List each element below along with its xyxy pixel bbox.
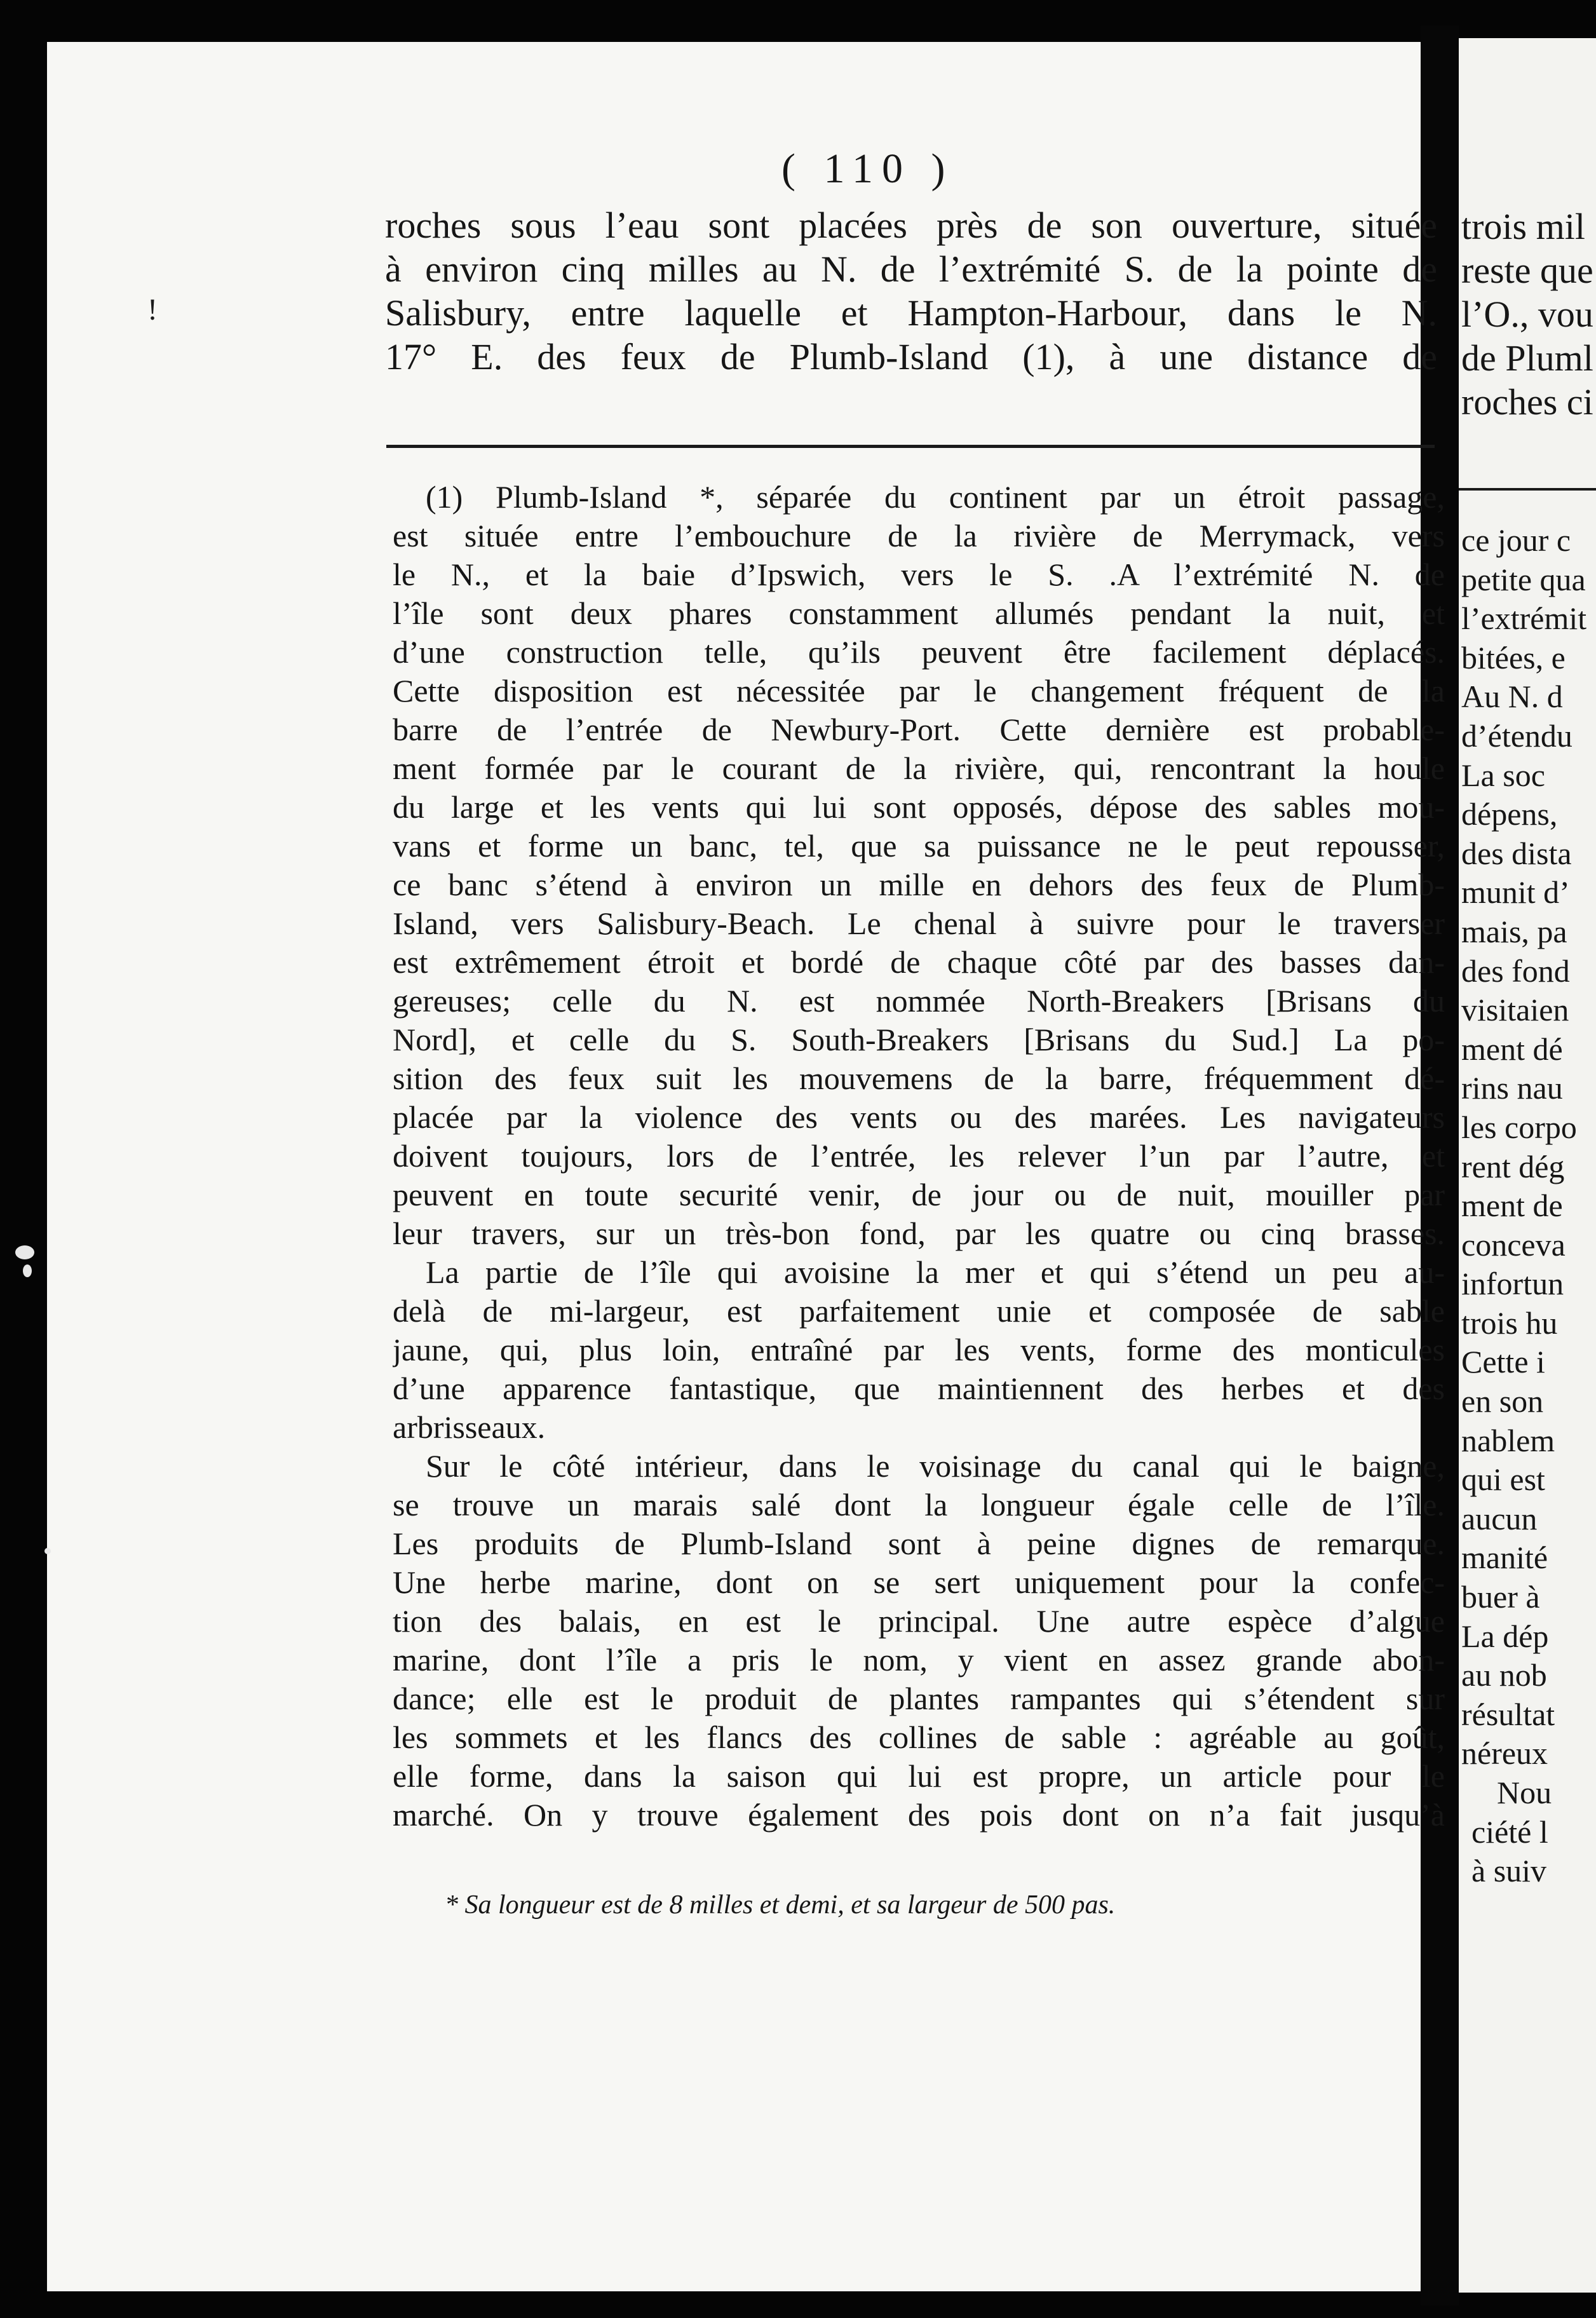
right-page-foot-line: rins nau — [1461, 1070, 1563, 1106]
right-page-main-text — [1459, 205, 1596, 424]
footnote-line: peuvent en toute securité venir, de jour ou de nuit, mouiller par — [393, 1177, 1445, 1212]
right-page-foot-line: aucun — [1461, 1500, 1538, 1536]
footnote-line: placée par la violence des vents ou des marées. Les navigateurs — [393, 1099, 1445, 1135]
right-page-foot-line: Au N. d — [1461, 679, 1563, 715]
footnote-line: d’une construction telle, qu’ils peuvent être facilement déplacés. — [393, 634, 1445, 670]
right-page-foot-line: La dép — [1461, 1618, 1549, 1654]
footnote-line: elle forme, dans la saison qui lui est propre, un article pour le — [393, 1758, 1445, 1794]
footnote-line: Les produits de Plumb-Island sont à peine dignes de remarque. — [393, 1526, 1445, 1561]
footnote-line: leur travers, sur un très-bon fond, par les quatre ou cinq brasses. — [393, 1216, 1445, 1251]
right-page-foot-line: mais, pa — [1461, 913, 1567, 949]
right-page-foot-line: néreux — [1461, 1735, 1548, 1772]
footnote-line: est située entre l’embouchure de la rivière de Merrymack, vers — [393, 518, 1445, 553]
scan-speck — [23, 1264, 32, 1277]
main-text-line: à environ cinq milles au N. de l’extrémité S. de la pointe de — [385, 248, 1437, 290]
footnote-line: gereuses; celle du N. est nommée North-Breakers [Brisans du — [393, 983, 1445, 1019]
right-page-foot-line: résultat — [1461, 1696, 1555, 1732]
right-page-foot-line: à suiv — [1471, 1853, 1547, 1889]
footnote-line: se trouve un marais salé dont la longueur égale celle de l’île. — [393, 1487, 1445, 1522]
right-page-foot-line: au nob — [1461, 1657, 1547, 1693]
footnote-line: dance; elle est le produit de plantes rampantes qui s’étendent sur — [393, 1681, 1445, 1716]
footnote-line: ment formée par le courant de la rivière, qui, rencontrant la houle — [393, 750, 1445, 786]
footnote-line: vans et forme un banc, tel, que sa puissance ne le peut repousser, — [393, 828, 1445, 864]
main-text-line: Salisbury, entre laquelle et Hampton-Harbour, dans le N. — [385, 292, 1437, 334]
scan-speck — [44, 1548, 51, 1554]
footnote-line: Island, vers Salisbury-Beach. Le chenal à suivre pour le traverser — [393, 905, 1445, 941]
main-text-line: roches sous l’eau sont placées près de son ouverture, située — [385, 205, 1437, 246]
footnote-line: les sommets et les flancs des collines de sable : agréable au goût, — [393, 1719, 1445, 1755]
right-page-foot-line: les corpo — [1461, 1109, 1577, 1145]
right-page-foot-line: La soc — [1461, 757, 1545, 793]
right-page-foot-line: ment dé — [1461, 1031, 1563, 1067]
footnote-divider — [386, 445, 1435, 448]
footnote-line: du large et les vents qui lui sont opposés, dépose des sables mou- — [393, 789, 1445, 825]
footnote-line: (1) Plumb-Island *, séparée du continent par un étroit passage, — [426, 479, 1445, 515]
right-page-foot-line: Nou — [1497, 1775, 1552, 1810]
right-page-foot-line: des dista — [1461, 835, 1572, 871]
right-page-foot-line: ce jour c — [1461, 522, 1571, 558]
right-page-line: trois mil — [1461, 206, 1585, 247]
right-page-foot-line: qui est — [1461, 1461, 1545, 1498]
footnote-line: l’île sont deux phares constamment allumés pendant la nuit, et — [393, 595, 1445, 631]
right-page-foot-line: Cette i — [1461, 1344, 1545, 1380]
footnote-line: jaune, qui, plus loin, entraîné par les vents, forme des monticules — [393, 1332, 1445, 1367]
right-page-line: l’O., vou — [1461, 294, 1593, 335]
right-page-line: roches ci — [1461, 381, 1593, 423]
scan-speck — [15, 1245, 34, 1259]
footnote-line: tion des balais, en est le principal. Une autre espèce d’algue — [393, 1603, 1445, 1639]
footnote-line: sition des feux suit les mouvemens de la barre, fréquemment dé- — [393, 1061, 1445, 1096]
main-text-block — [385, 203, 1437, 379]
margin-mark: ! — [147, 293, 158, 327]
footnote-line: ce banc s’étend à environ un mille en dehors des feux de Plumb- — [393, 867, 1445, 902]
main-text-line: 17° E. des feux de Plumb-Island (1), à une distance de — [385, 336, 1437, 377]
right-page-foot-line: ciété l — [1471, 1813, 1548, 1850]
footnote-line: arbrisseaux. — [393, 1409, 546, 1445]
right-page-foot-line: d’étendu — [1461, 717, 1572, 754]
right-page-line: reste que — [1461, 250, 1593, 291]
footnote-line: barre de l’entrée de Newbury-Port. Cette dernière est probable- — [393, 712, 1445, 747]
footnote-line: Cette disposition est nécessitée par le changement fréquent de la — [393, 673, 1445, 708]
right-page-divider — [1459, 488, 1596, 491]
right-page-line: de Pluml — [1461, 337, 1593, 379]
right-page-foot-line: petite qua — [1461, 561, 1586, 597]
right-page-foot-line: rent dég — [1461, 1148, 1565, 1184]
footnote-line: est extrêmement étroit et bordé de chaque côté par des basses dan- — [393, 944, 1445, 980]
right-page-foot-line: nablem — [1461, 1422, 1555, 1458]
right-page-foot-line: bitées, e — [1461, 639, 1566, 675]
footnote-line: La partie de l’île qui avoisine la mer et qui s’étend un peu au- — [426, 1254, 1445, 1290]
footnote-line: Sur le côté intérieur, dans le voisinage du canal qui le baigne, — [426, 1448, 1445, 1484]
right-page-foot-line: dépens, — [1461, 796, 1558, 832]
footnote-line: Nord], et celle du S. South-Breakers [Brisans du Sud.] La po- — [393, 1022, 1445, 1057]
footnote-line: Une herbe marine, dont on se sert uniquement pour la confec- — [393, 1564, 1445, 1600]
page-number: ( 110 ) — [781, 146, 954, 192]
right-page-foot-line: en son — [1461, 1383, 1544, 1420]
right-page-foot-line: infortun — [1461, 1266, 1564, 1302]
right-page-foot-line: munit d’ — [1461, 874, 1570, 911]
footnote-line: delà de mi-largeur, est parfaitement unie et composée de sable — [393, 1293, 1445, 1329]
footnote-line: marché. On y trouve également des pois dont on n’a fait jusqu’à — [393, 1797, 1445, 1833]
right-page-foot-line: l’extrémit — [1461, 600, 1587, 637]
footnote-line: le N., et la baie d’Ipswich, vers le S. .A l’extrémité N. de — [393, 557, 1445, 592]
footnote-line: doivent toujours, lors de l’entrée, les relever l’un par l’autre, et — [393, 1138, 1445, 1174]
subnote: * Sa longueur est de 8 milles et demi, et sa largeur de 500 pas. — [445, 1890, 1116, 1920]
footnote-line: marine, dont l’île a pris le nom, y vient en assez grande abon- — [393, 1642, 1445, 1678]
right-page-foot-line: ment de — [1461, 1188, 1563, 1224]
right-page-footnote — [1459, 521, 1596, 1891]
footnote-line: d’une apparence fantastique, que maintiennent des herbes et des — [393, 1371, 1445, 1406]
right-page-foot-line: conceva — [1461, 1226, 1566, 1263]
right-page-foot-line: visitaien — [1461, 992, 1569, 1028]
right-page-foot-line: manité — [1461, 1540, 1548, 1576]
footnote-block — [393, 478, 1445, 1834]
right-page-foot-line: trois hu — [1461, 1305, 1558, 1341]
right-page-foot-line: buer à — [1461, 1579, 1540, 1615]
right-page-foot-line: des fond — [1461, 952, 1570, 989]
